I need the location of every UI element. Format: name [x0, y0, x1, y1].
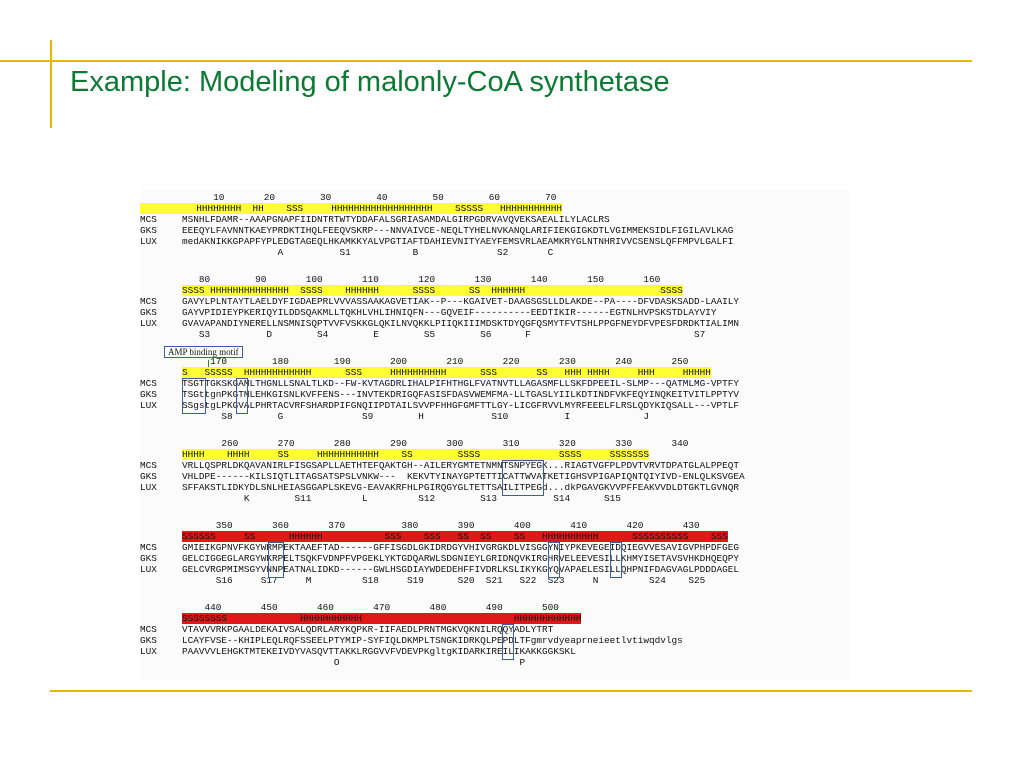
motif-box	[268, 542, 284, 578]
left-rule	[50, 40, 52, 128]
labels: S3 D S4 E S5 S6 F S7	[182, 329, 706, 340]
seq-gks: GAYVPIDIEYPKERIQYILDDSQAKMLLTQKHLVHLIHNIQFN---GQVEIF----------EEDTIKIR------EGTNLHVPSKSTDLAYVIY	[182, 307, 717, 318]
seq-label: LUX	[140, 564, 157, 575]
seq-row-mcs	[140, 296, 739, 307]
seq-mcs: GMIEIKGPNVFKGYWRMPEKTAAEFTAD------GFFISGDLGKIDRDGYVHIVGRGKDLVISGGYNIYPKEVEGEIDQIEGVVESAVIGVPHPDFGEG	[182, 542, 739, 553]
labels: O P	[182, 657, 526, 668]
motif-labels	[140, 411, 649, 422]
motif-labels	[140, 493, 621, 504]
seq-lux: PAAVVVLEHGKTMTEKEIVDYVASQVTTAKKLRGGVVFVDEVPKgltgKIDARKIREILIKAKKGGKSKL	[182, 646, 576, 657]
seq-label: GKS	[140, 225, 157, 236]
seq-label: GKS	[140, 553, 157, 564]
seq-mcs: MSNHLFDAMR--AAAPGNAPFIIDNTRTWTYDDAFALSGRIASAMDALGIRPGDRVAVQVEKSAEALILYLACLRS	[182, 214, 610, 225]
amp-binding-motif-label: AMP binding motif	[164, 346, 243, 358]
secondary-structure	[140, 367, 711, 378]
seq-label: GKS	[140, 635, 157, 646]
secondary-structure	[140, 285, 683, 296]
seq-row-gks	[140, 389, 739, 400]
position-numbers: 170 180 190 200 210 220 230 240 250	[182, 356, 689, 367]
seq-label: LUX	[140, 236, 157, 247]
motif-labels	[140, 657, 525, 668]
secondary-structure	[140, 203, 562, 214]
motif-box	[610, 542, 622, 578]
seq-lux: GELCVRGPMIMSGYVNNPEATNALIDKD------GWLHSGDIAYWDEDEHFFIVDRLKSLIKYKGYQVAPAELESILLQHPNIFDAGVAGLPDDDAGEL	[182, 564, 739, 575]
seq-label: LUX	[140, 400, 157, 411]
seq-row-mcs	[140, 624, 553, 635]
seq-gks: GELCIGGEGLARGYWKRPELTSQKFVDNPFVPGEKLYKTGDQARWLSDGNIEYLGRIDNQVKIRGHRVELEEVESILLKHMYISETAVSVHKDHQEQPY	[182, 553, 739, 564]
position-numbers: 260 270 280 290 300 310 320 330 340	[182, 438, 689, 449]
seq-lux: GVAVAPANDIYNERELLNSMNISQPTVVFVSKKGLQKILNVQKKLPIIQKIIIMDSKTDYQGFQSMYTFVTSHLPPGFNEYDFVPESFDRDKTIALIMN	[182, 318, 739, 329]
seq-mcs: GAVYLPLNTAYTLAELDYFIGDAEPRLVVVASSAAKAGVETIAK--P---KGAIVET-DAAGSGSLLDLAKDE--PA----DFVDASKSADD-LAAILY	[182, 296, 739, 307]
position-numbers: 80 90 100 110 120 130 140 150 160	[182, 274, 661, 285]
ss-track: HHHH HHHH SS HHHHHHHHHHH SS SSSS SSSS SSSSSSS	[182, 449, 649, 460]
sequence-alignment-figure	[140, 190, 850, 680]
ss-track: SSSSSSSS HHHHHHHHHHH HHHHHHHHHHHH	[182, 613, 582, 624]
motif-box	[182, 378, 206, 414]
slide-title: Example: Modeling of malonly-CoA synthetase	[70, 66, 670, 98]
motif-labels	[140, 329, 705, 340]
seq-gks: TSGttgnPKGTMLEHKGISNLKVFFENS---INVTEKDRIGQFASISFDASVWEMFMA-LLTGASLYIILKDTINDFVKFEQYINQKEITVITLPPTYV	[182, 389, 739, 400]
seq-label: MCS	[140, 378, 157, 389]
seq-mcs: TSGTTGKSKGAMLTHGNLLSNALTLKD--FW-KVTAGDRLIHALPIFHTHGLFVATNVTLLAGASMFLLSKFDPEEIL-SLMP---QATMLMG-VPTFY	[182, 378, 739, 389]
seq-row-mcs	[140, 542, 739, 553]
ss-track: S SSSSS HHHHHHHHHHHH SSS HHHHHHHHHH SSS SS HHH HHHH HHH HHHHH	[182, 367, 711, 378]
secondary-structure	[140, 449, 649, 460]
motif-box	[502, 460, 544, 496]
seq-label: MCS	[140, 460, 157, 471]
seq-mcs: VRLLQSPRLDKQAVANIRLFISGSAPLLAETHTEFQAKTGH--AILERYGMTETNMNTSNPYEGK...RIAGTVGFPLPDVTVRVTDPATGLALPPEQT	[182, 460, 739, 471]
position-numbers: 10 20 30 40 50 60 70	[140, 192, 557, 203]
seq-row-lux	[140, 318, 739, 329]
seq-row-gks	[140, 635, 683, 646]
motif-box	[236, 378, 248, 414]
seq-lux: SSgstgLPKGVALPHRTACVRFSHARDPIFGNQIIPDTAILSVVPFHHGFGMFTTLGY-LICGFRVVLMYRFEEELFLRSLQDYKIQSALL---VPTLF	[182, 400, 739, 411]
seq-row-lux	[140, 236, 733, 247]
seq-row-lux	[140, 564, 739, 575]
seq-row-mcs	[140, 378, 739, 389]
motif-box	[548, 542, 560, 578]
seq-row-mcs	[140, 214, 610, 225]
motif-box	[502, 624, 514, 660]
seq-label: GKS	[140, 307, 157, 318]
seq-row-lux	[140, 482, 739, 493]
seq-label: LUX	[140, 646, 157, 657]
seq-lux: SFFAKSTLIDKYDLSNLHEIASGGAPLSKEVG-EAVAKRFHLPGIRQGYGLTETTSAILITPEGd...dkPGAVGKVVPFFEAKVVDLDTGKTLGVNQR	[182, 482, 739, 493]
labels: S8 G S9 H S10 I J	[182, 411, 649, 422]
seq-label: LUX	[140, 482, 157, 493]
seq-label: MCS	[140, 296, 157, 307]
seq-label: LUX	[140, 318, 157, 329]
seq-gks: EEEQYLFAVNNTKAEYPRDKTIHQLFEEQVSKRP---NNVAIVCE-NEQLTYHELNVKANQLARIFIEKGIGKDTLVGIMMEKSIDLFIGILAVLKAG	[182, 225, 734, 236]
seq-row-lux	[140, 400, 739, 411]
seq-mcs: VTAVVVRKPGAALDEKAIVSALQDRLARYKQPKR-IIFAEDLPRNTMGKVQKNILRQQYADLYTRT	[182, 624, 554, 635]
seq-label: MCS	[140, 624, 157, 635]
seq-row-gks	[140, 553, 739, 564]
bottom-rule	[50, 690, 972, 692]
top-rule	[0, 60, 972, 62]
seq-gks: LCAYFVSE--KHIPLEQLRQFSSEELPTYMIP-SYFIQLDKMPLTSNGKIDRKQLPEPDLTFgmrvdyeaprneieetlvtiwqdvlgs	[182, 635, 683, 646]
secondary-structure	[140, 613, 581, 624]
seq-row-mcs	[140, 460, 739, 471]
seq-label: MCS	[140, 214, 157, 225]
position-numbers: 350 360 370 380 390 400 410 420 430	[182, 520, 700, 531]
labels: A S1 B S2 C	[182, 247, 554, 258]
position-numbers: 440 450 460 470 480 490 500	[182, 602, 559, 613]
seq-label: GKS	[140, 471, 157, 482]
ss-track: HHHHHHHH HH SSS HHHHHHHHHHHHHHHHHH SSSSS HHHHHHHHHHH	[140, 203, 562, 214]
seq-row-gks	[140, 307, 716, 318]
labels: K S11 L S12 S13 S14 S15	[182, 493, 621, 504]
ss-track: SSSS HHHHHHHHHHHHHH SSSS HHHHHH SSSS SS HHHHHH SSSS	[182, 285, 683, 296]
labels: S16 S17 M S18 S19 S20 S21 S22 S23 N S24 S25	[182, 575, 706, 586]
seq-label: MCS	[140, 542, 157, 553]
secondary-structure	[140, 531, 728, 542]
motif-labels	[140, 247, 553, 258]
seq-label: GKS	[140, 389, 157, 400]
ss-track: SSSSSS SS HHHHHH SSS SSS SS SS SS HHHHHHHHHH SSSSSSSSSS SSS	[182, 531, 728, 542]
seq-gks: VHLDPE------KILSIQTLITAGSATSPSLVNKW--- KEKVTYINAYGPTETTICATTWVATKETIGHSVPIGAPIQNTQIYIVD-ENLQLKSVGEA	[182, 471, 745, 482]
seq-row-gks	[140, 471, 745, 482]
seq-row-gks	[140, 225, 733, 236]
seq-lux: medAKNIKKGPAPFYPLEDGTAGEQLHKAMKKYALVPGTIAFTDAHIEVNITYAEYFEMSVRLAEAMKRYGLNTNHRIVVCSENSLQFFMPVLGALFI	[182, 236, 734, 247]
